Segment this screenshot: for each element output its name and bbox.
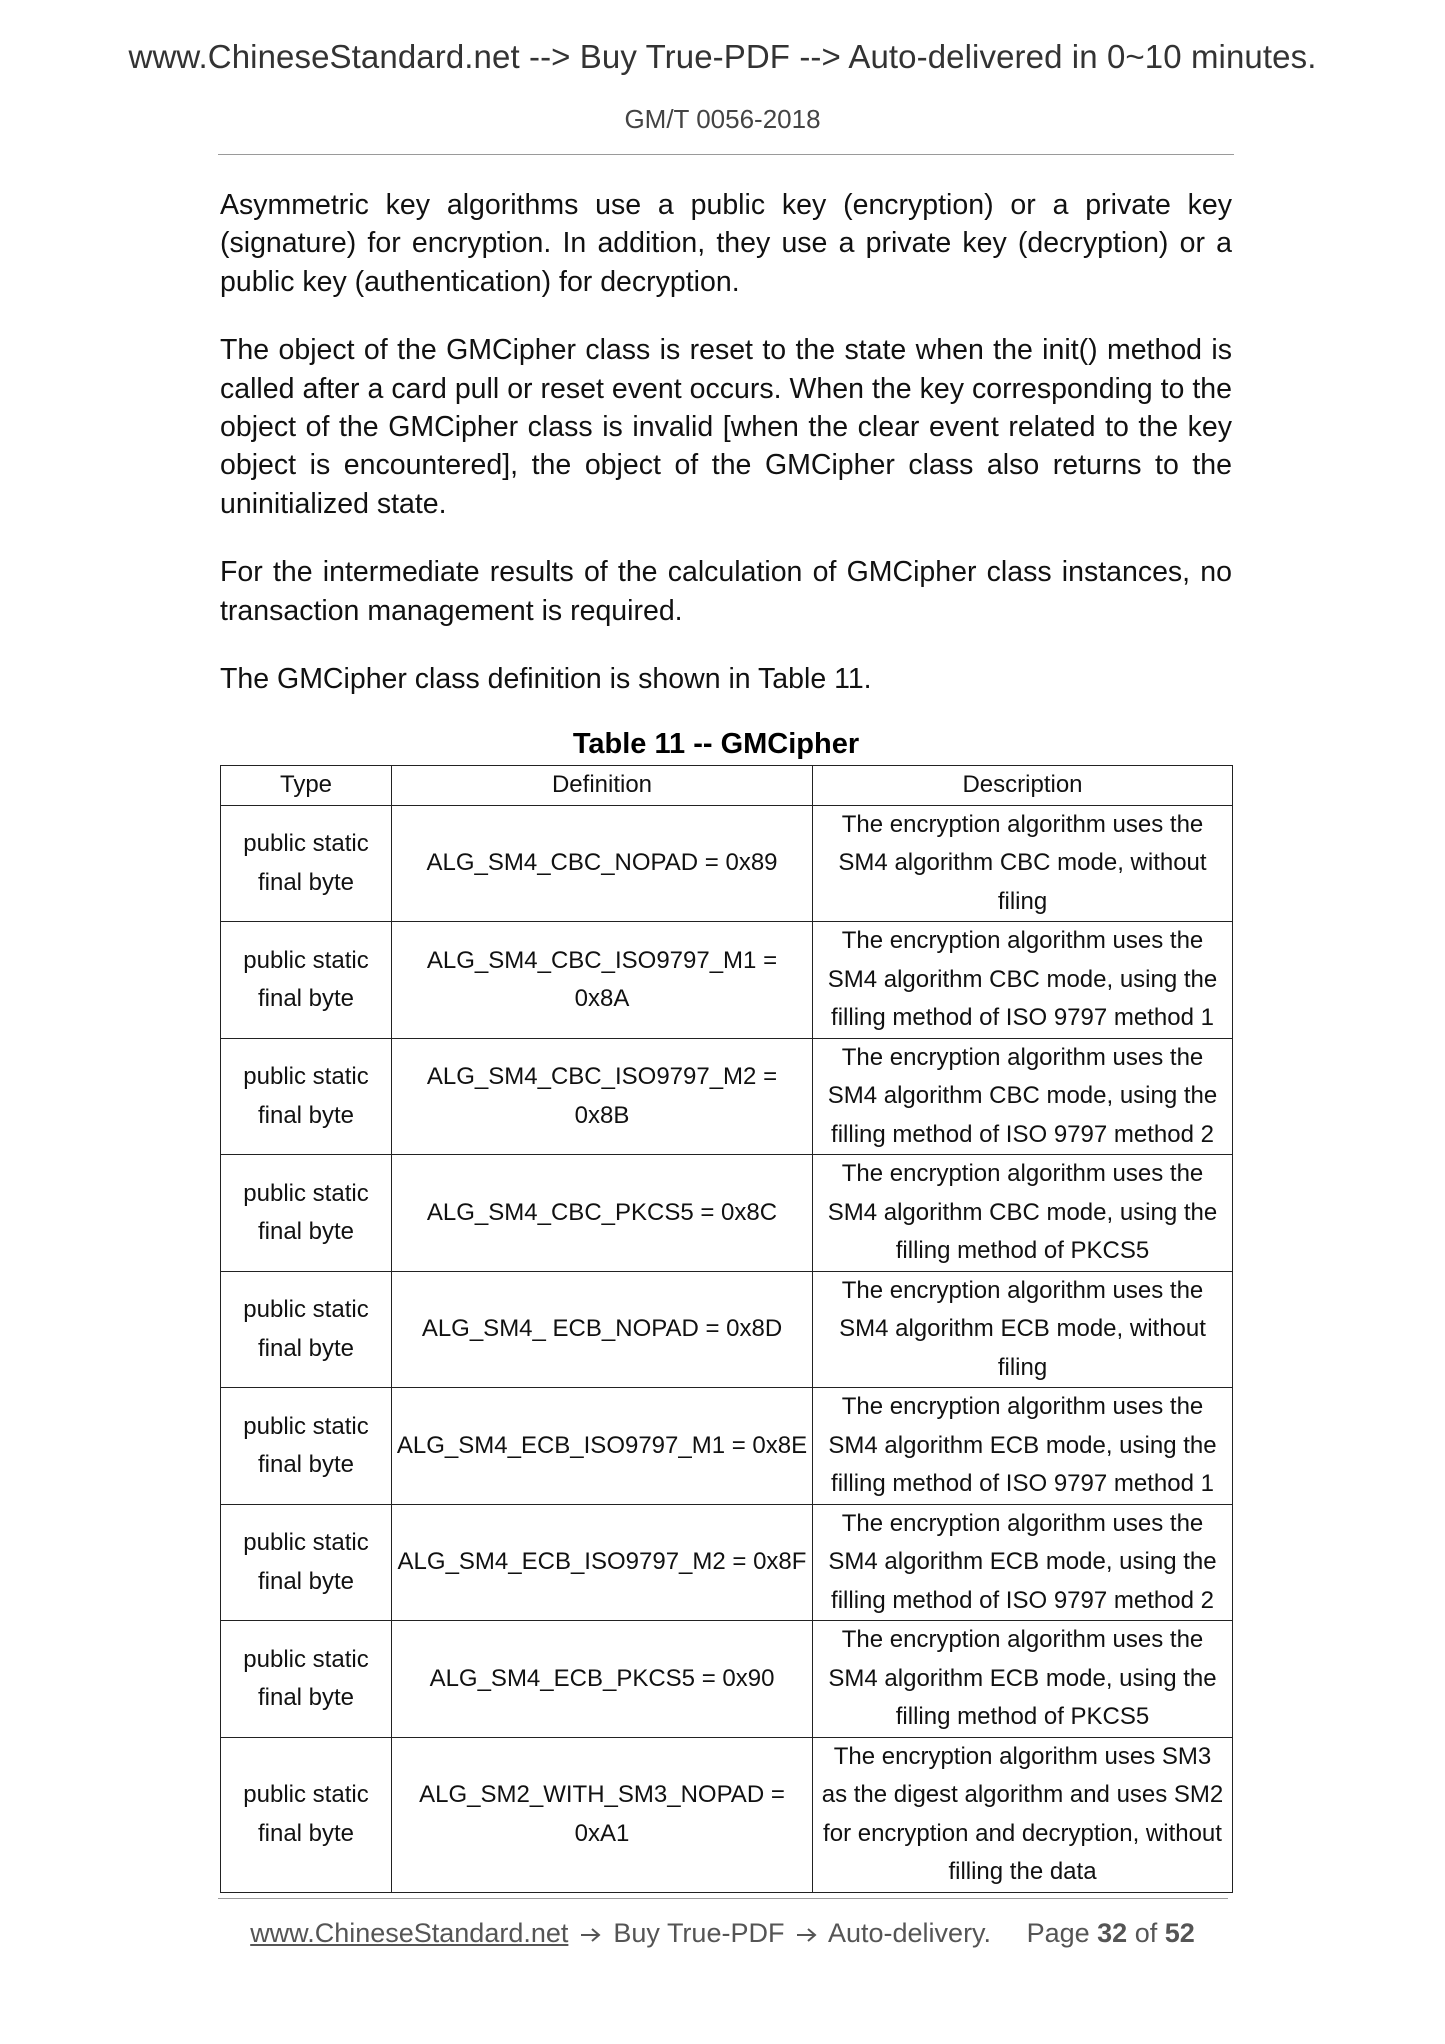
cell-line: public static	[243, 1781, 369, 1809]
table-row	[221, 1737, 1233, 1892]
cell-line: SM4 algorithm ECB mode, using the	[828, 1431, 1217, 1459]
definition-cell	[392, 1504, 813, 1621]
paragraph: For the intermediate results of the calculation of GMCipher class instances, no transaction management is required.	[220, 556, 1232, 627]
cell-line: The encryption algorithm uses the	[841, 1043, 1204, 1071]
page-label: Page	[1026, 1918, 1090, 1948]
cell-line: public static	[243, 1412, 369, 1440]
cell-line: final byte	[257, 868, 355, 896]
table-row	[221, 805, 1233, 922]
table-row	[221, 1388, 1233, 1505]
paragraph: The GMCipher class definition is shown in Table 11.	[220, 663, 872, 696]
description-cell	[813, 805, 1233, 922]
cell-line: ALG_SM4_CBC_PKCS5 = 0x8C	[426, 1198, 778, 1226]
cell-line: ALG_SM4_ECB_ISO9797_M2 = 0x8F	[397, 1548, 807, 1576]
page-number: 32	[1097, 1918, 1128, 1948]
table-row	[221, 922, 1233, 1039]
cell-line: ALG_SM4_CBC_ISO9797_M1 =	[426, 946, 778, 974]
cell-line: ALG_SM4_CBC_ISO9797_M2 =	[426, 1063, 778, 1091]
cell-line: ALG_SM4_ECB_ISO9797_M1 = 0x8E	[396, 1431, 808, 1459]
header-divider	[218, 154, 1234, 155]
cell-line: final byte	[257, 1567, 355, 1595]
cell-line: The encryption algorithm uses the	[841, 1626, 1204, 1654]
cell-line: filling method of PKCS5	[895, 1703, 1150, 1731]
cell-line: final byte	[257, 985, 355, 1013]
paragraph: The object of the GMCipher class is reset to the state when the init() method is called after a card pull or reset event occurs. When the key corresponding to the object of the GMCipher class is invalid [when the clear event related to the key object is encountered], the object of the GMCipher class also returns to the uninitialized state.	[220, 334, 1232, 520]
column-header-description: Description	[813, 766, 1233, 806]
table-caption: Table 11 -- GMCipher	[572, 728, 860, 761]
definition-cell	[392, 1155, 813, 1272]
cell-line: ALG_SM4_ECB_PKCS5 = 0x90	[429, 1664, 775, 1692]
column-header-definition: Definition	[392, 766, 813, 806]
site-link[interactable]: www.ChineseStandard.net	[250, 1918, 569, 1948]
cell-line: final byte	[257, 1819, 355, 1847]
cell-line: ALG_SM2_WITH_SM3_NOPAD =	[419, 1781, 785, 1809]
table-header-row	[221, 766, 1233, 806]
description-cell	[813, 1038, 1233, 1155]
cell-line: SM4 algorithm CBC mode, using the	[827, 1198, 1218, 1226]
definition-cell	[392, 1737, 813, 1892]
definition-cell	[392, 1388, 813, 1505]
cell-line: SM4 algorithm CBC mode, without	[838, 849, 1207, 877]
type-cell	[221, 805, 392, 922]
cell-line: The encryption algorithm uses the	[841, 1160, 1204, 1188]
cell-line: SM4 algorithm CBC mode, using the	[827, 965, 1218, 993]
description-cell	[813, 1271, 1233, 1388]
definition-cell	[392, 1621, 813, 1738]
table-row	[221, 1271, 1233, 1388]
cell-line: final byte	[257, 1218, 355, 1246]
type-cell	[221, 1388, 392, 1505]
cell-line: final byte	[257, 1101, 355, 1129]
cell-line: filing	[997, 1353, 1048, 1381]
cell-line: public static	[243, 1529, 369, 1557]
type-cell	[221, 1155, 392, 1272]
cell-line: filing	[997, 887, 1048, 915]
cell-line: public static	[243, 1063, 369, 1091]
page-indicator	[1027, 1918, 1195, 1948]
type-cell	[221, 1621, 392, 1738]
total-pages: 52	[1164, 1918, 1195, 1948]
definition-cell	[392, 1271, 813, 1388]
type-cell	[221, 922, 392, 1039]
type-cell	[221, 1737, 392, 1892]
definition-cell	[392, 1038, 813, 1155]
cell-line: SM4 algorithm ECB mode, using the	[828, 1548, 1217, 1576]
cell-line: The encryption algorithm uses the	[841, 1393, 1204, 1421]
page-body	[220, 186, 1232, 1893]
definition-cell	[392, 805, 813, 922]
table-row	[221, 1504, 1233, 1621]
type-cell	[221, 1271, 392, 1388]
table-row	[221, 1038, 1233, 1155]
cell-line: final byte	[257, 1334, 355, 1362]
delivery-text: Auto-delivery.	[827, 1918, 992, 1948]
gmcipher-definition-table	[220, 765, 1233, 1893]
cell-line: for encryption and decryption, without	[823, 1819, 1222, 1847]
cell-line: The encryption algorithm uses the	[841, 927, 1204, 955]
column-header-type: Type	[221, 766, 392, 806]
cell-line: as the digest algorithm and uses SM2	[821, 1781, 1224, 1809]
cell-line: The encryption algorithm uses SM3	[833, 1742, 1212, 1770]
table-row	[221, 1155, 1233, 1272]
table-row	[221, 1621, 1233, 1738]
cell-line: public static	[243, 1296, 369, 1324]
description-cell	[813, 1621, 1233, 1738]
cell-line: The encryption algorithm uses the	[841, 1276, 1204, 1304]
cell-line: The encryption algorithm uses the	[841, 1509, 1204, 1537]
cell-line: 0x8A	[574, 985, 630, 1013]
paragraph: Asymmetric key algorithms use a public key (encryption) or a private key (signature) for encryption. In addition, they use a private key (decryption) or a public key (authentication) for decryption.	[220, 189, 1232, 298]
cell-line: filling method of ISO 9797 method 2	[831, 1120, 1214, 1148]
cell-line: 0xA1	[574, 1819, 630, 1847]
description-cell	[813, 1737, 1233, 1892]
cell-line: filling the data	[948, 1858, 1097, 1886]
type-cell	[221, 1038, 392, 1155]
cell-line: ALG_SM4_CBC_NOPAD = 0x89	[426, 849, 778, 877]
cell-line: ALG_SM4_ ECB_NOPAD = 0x8D	[421, 1315, 783, 1343]
page-footer	[0, 1918, 1445, 1949]
table-body	[221, 805, 1233, 1892]
definition-cell	[392, 922, 813, 1039]
cell-line: SM4 algorithm ECB mode, using the	[828, 1664, 1217, 1692]
description-cell	[813, 1388, 1233, 1505]
buy-text: Buy True-PDF	[613, 1918, 785, 1948]
right-arrow-icon	[796, 1927, 818, 1943]
cell-line: public static	[243, 1645, 369, 1673]
description-cell	[813, 1155, 1233, 1272]
cell-line: filling method of ISO 9797 method 1	[831, 1004, 1214, 1032]
footer-divider	[218, 1898, 1228, 1899]
cell-line: final byte	[257, 1684, 355, 1712]
cell-line: filling method of PKCS5	[895, 1237, 1150, 1265]
description-cell	[813, 922, 1233, 1039]
cell-line: public static	[243, 830, 369, 858]
type-cell	[221, 1504, 392, 1621]
document-code: GM/T 0056-2018	[624, 104, 821, 134]
top-banner: www.ChineseStandard.net --> Buy True-PDF --> Auto-delivered in 0~10 minutes.	[128, 38, 1317, 75]
cell-line: SM4 algorithm CBC mode, using the	[827, 1082, 1218, 1110]
cell-line: The encryption algorithm uses the	[841, 810, 1204, 838]
cell-line: 0x8B	[574, 1101, 630, 1129]
cell-line: public static	[243, 1179, 369, 1207]
of-label: of	[1134, 1918, 1158, 1948]
right-arrow-icon	[580, 1927, 602, 1943]
description-cell	[813, 1504, 1233, 1621]
cell-line: final byte	[257, 1451, 355, 1479]
cell-line: SM4 algorithm ECB mode, without	[839, 1315, 1206, 1343]
cell-line: public static	[243, 946, 369, 974]
cell-line: filling method of ISO 9797 method 1	[831, 1470, 1214, 1498]
cell-line: filling method of ISO 9797 method 2	[831, 1586, 1214, 1614]
